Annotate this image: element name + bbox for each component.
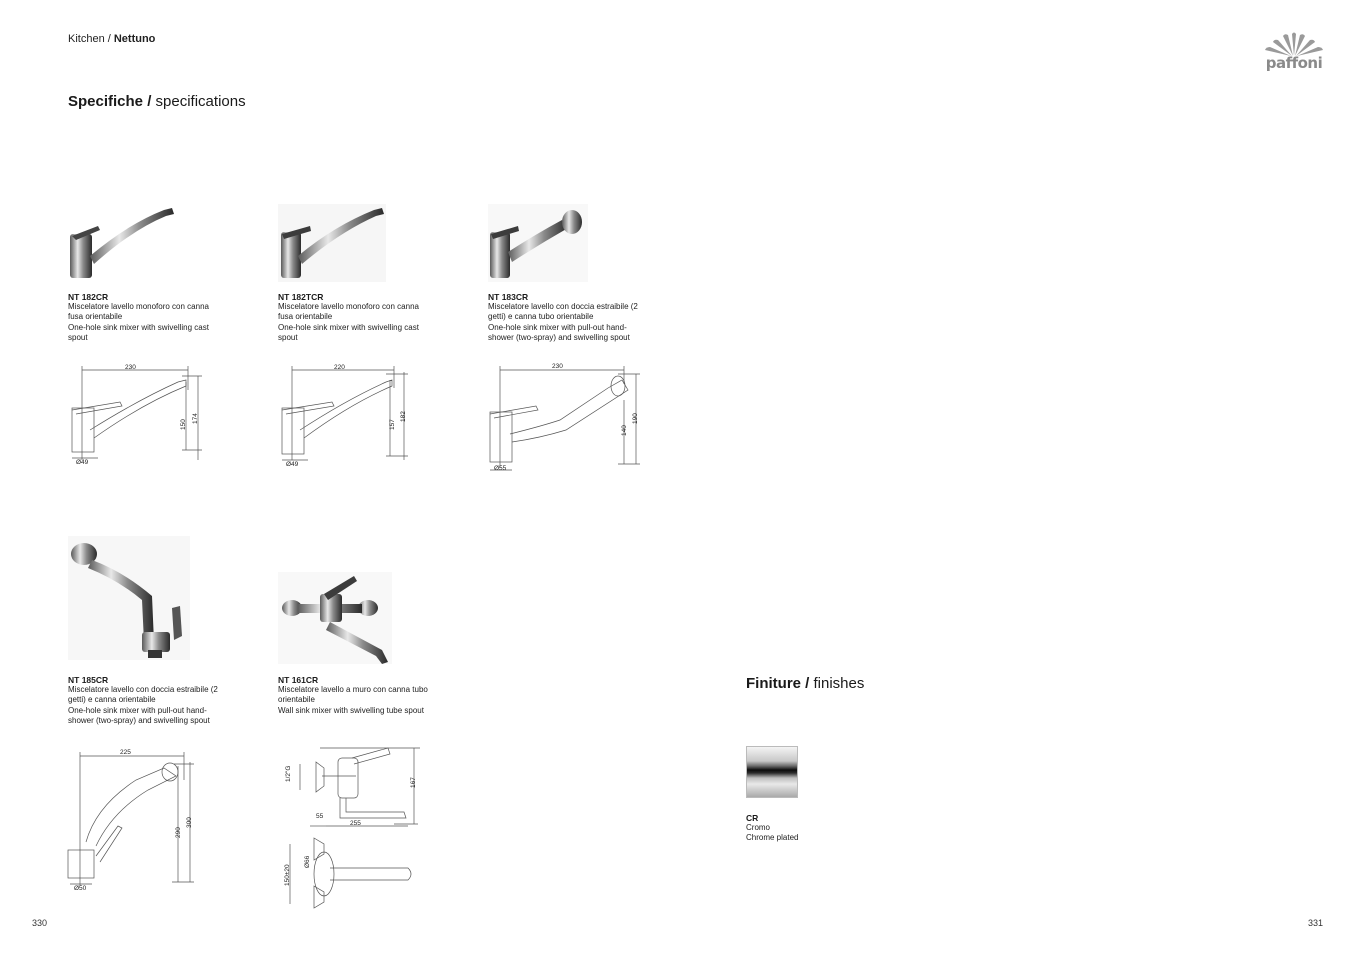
- technical-drawing-nt161cr: [280, 744, 420, 914]
- specs-title-bold: Specifiche /: [68, 93, 152, 110]
- product-desc-en: One-hole sink mixer with pull-out hand-shower (two-spray) and swivelling spout: [488, 322, 630, 342]
- product-desc-en: One-hole sink mixer with swivelling cast spout: [278, 322, 419, 342]
- finish-desc-it: Cromo: [746, 823, 771, 832]
- dim-width: 220: [334, 364, 345, 371]
- dim-spout-length: 255: [350, 820, 361, 827]
- product-code: NT 182TCR: [278, 292, 324, 302]
- product-desc-it: Miscelatore lavello con doccia estraibile (2 getti) e canna tubo orientabile: [488, 302, 638, 322]
- dim-diameter: Ø49: [76, 459, 89, 466]
- breadcrumb: [68, 33, 155, 45]
- product-desc-it: Miscelatore lavello con doccia estraibile (2 getti) e canna orientabile: [68, 685, 218, 705]
- dim-height-a: 140: [621, 425, 628, 436]
- product-photo-nt183cr: [488, 204, 588, 282]
- product-info-nt182cr: [68, 292, 218, 343]
- dim-thread: 1/2"G: [285, 765, 292, 782]
- dim-height-a: 150: [180, 419, 187, 430]
- product-photo-nt161cr: [278, 572, 392, 664]
- technical-drawing-nt182cr: [68, 360, 208, 470]
- breadcrumb-prefix: Kitchen /: [68, 33, 114, 45]
- finish-swatch-chrome: [746, 746, 798, 798]
- product-info-nt183cr: [488, 292, 638, 343]
- breadcrumb-current: Nettuno: [113, 33, 156, 45]
- product-desc-en: One-hole sink mixer with swivelling cast spout: [68, 322, 209, 342]
- page-number-left: 330: [32, 918, 48, 928]
- page-number-right: 331: [1307, 918, 1323, 928]
- specs-title: [68, 93, 246, 110]
- dim-center-distance: 150±20: [284, 864, 291, 886]
- finishes-title-light: finishes: [809, 675, 865, 692]
- dim-height-b: 190: [632, 413, 639, 424]
- dim-width: 225: [120, 749, 131, 756]
- product-info-nt182tcr: [278, 292, 428, 343]
- technical-drawing-nt185cr: [66, 746, 206, 894]
- dim-diameter: Ø66: [304, 855, 311, 868]
- product-desc-it: Miscelatore lavello monoforo con canna fusa orientabile: [68, 302, 209, 322]
- brand-name: paffoni: [1265, 54, 1323, 72]
- dim-height-a: 157: [389, 419, 396, 430]
- product-photo-nt182cr: [68, 204, 176, 282]
- finishes-title: [746, 675, 864, 692]
- dim-width: 230: [125, 364, 136, 371]
- product-info-nt185cr: [68, 675, 218, 726]
- technical-drawing-nt183cr: [488, 360, 644, 476]
- product-photo-nt182tcr: [278, 204, 386, 282]
- product-desc-it: Miscelatore lavello monoforo con canna fusa orientabile: [278, 302, 419, 322]
- specs-title-light: specifications: [151, 93, 246, 110]
- dim-height-b: 182: [400, 411, 407, 422]
- product-desc-en: One-hole sink mixer with pull-out hand-shower (two-spray) and swivelling spout: [68, 705, 210, 725]
- dim-height-b: 174: [192, 413, 199, 424]
- product-code: NT 183CR: [488, 292, 529, 302]
- finish-desc-en: Chrome plated: [746, 833, 799, 843]
- product-code: NT 161CR: [278, 675, 319, 685]
- dim-diameter: Ø49: [286, 461, 299, 468]
- dim-width: 230: [552, 363, 563, 370]
- dim-diameter: Ø55: [494, 465, 507, 472]
- product-desc-en: Wall sink mixer with swivelling tube spout: [278, 705, 424, 715]
- product-desc-it: Miscelatore lavello a muro con canna tubo orientabile: [278, 685, 428, 705]
- product-code: NT 182CR: [68, 292, 109, 302]
- dim-height-a: 290: [175, 827, 182, 838]
- technical-drawing-nt182tcr: [278, 360, 418, 470]
- finishes-title-bold: Finiture /: [746, 675, 810, 692]
- dim-spout-offset: 55: [316, 813, 324, 820]
- dim-diameter: Ø50: [74, 885, 87, 892]
- product-photo-nt185cr: [68, 536, 190, 660]
- finish-code: CR: [746, 813, 759, 823]
- dim-height: 167: [410, 777, 417, 788]
- dim-height-b: 300: [186, 817, 193, 828]
- product-code: NT 185CR: [68, 675, 109, 685]
- brand-logo: [1263, 30, 1325, 72]
- finish-desc: [746, 823, 798, 844]
- product-info-nt161cr: [278, 675, 428, 716]
